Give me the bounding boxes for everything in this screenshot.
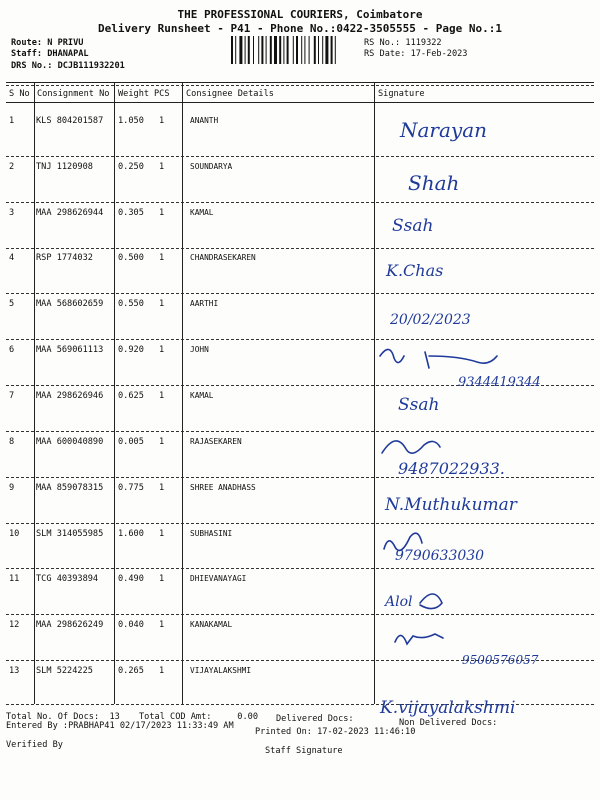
cell-pcs: 1 xyxy=(159,437,165,447)
cell-pcs: 1 xyxy=(159,574,165,584)
cell-sno: 10 xyxy=(9,529,20,539)
cell-pcs: 1 xyxy=(159,208,165,218)
cell-consignee: RAJASEKAREN xyxy=(190,437,242,446)
cell-sno: 12 xyxy=(9,620,20,630)
cell-consignment: SLM 5224225 xyxy=(36,666,93,676)
phone-row-12: 9500576057 xyxy=(462,653,539,667)
delivered-docs: Delivered Docs: xyxy=(276,714,354,724)
total-docs: Total No. Of Docs: 13 xyxy=(6,712,120,722)
pen-stroke xyxy=(380,349,404,362)
cell-consignee: SHREE ANADHASS xyxy=(190,483,256,492)
cell-weight: 1.600 xyxy=(118,529,144,539)
cell-consignment: RSP 1774032 xyxy=(36,253,93,263)
cell-consignment: TNJ 1120908 xyxy=(36,162,93,172)
pen-stroke xyxy=(395,634,443,644)
cell-consignee: JOHN xyxy=(190,345,209,354)
cell-weight: 0.550 xyxy=(118,299,144,309)
cell-consignment: MAA 569061113 xyxy=(36,345,104,355)
cell-pcs: 1 xyxy=(159,253,165,263)
cell-weight: 1.050 xyxy=(118,116,144,126)
cell-consignment: TCG 40393894 xyxy=(36,574,99,584)
signature-row-9: N.Muthukumar xyxy=(385,495,517,515)
signature-row-1: Narayan xyxy=(400,118,488,142)
signature-row-2: Shah xyxy=(408,171,460,195)
cell-pcs: 1 xyxy=(159,483,165,493)
signature-row-13: K.vijayalakshmi xyxy=(380,698,516,718)
cell-weight: 0.005 xyxy=(118,437,144,447)
cell-consignment: MAA 600040890 xyxy=(36,437,104,447)
non-delivered-docs: Non Delivered Docs: xyxy=(399,718,498,728)
rs-number: RS No.: 1119322 xyxy=(364,38,442,48)
phone-row-8: 9487022933. xyxy=(398,459,505,478)
total-cod: Total COD Amt: 0.00 xyxy=(139,712,258,722)
cell-consignee: ANANTH xyxy=(190,116,219,125)
cell-weight: 0.775 xyxy=(118,483,144,493)
cell-weight: 0.250 xyxy=(118,162,144,172)
cell-pcs: 1 xyxy=(159,391,165,401)
signature-row-5: 20/02/2023 xyxy=(390,312,471,328)
cell-weight: 0.920 xyxy=(118,345,144,355)
cell-weight: 0.040 xyxy=(118,620,144,630)
column-header-weight: Weight xyxy=(118,89,150,99)
staff-signature: Staff Signature xyxy=(265,746,343,756)
phone-row-6: 9344419344 xyxy=(458,375,541,390)
cell-consignment: SLM 314055985 xyxy=(36,529,104,539)
pen-stroke xyxy=(382,441,440,453)
cell-sno: 8 xyxy=(9,437,15,447)
cell-sno: 11 xyxy=(9,574,20,584)
cell-consignment: MAA 298626249 xyxy=(36,620,104,630)
signature-row-4: K.Chas xyxy=(386,261,444,280)
cell-consignee: KANAKAMAL xyxy=(190,620,233,629)
cell-pcs: 1 xyxy=(159,116,165,126)
cell-weight: 0.625 xyxy=(118,391,144,401)
phone-row-10: 9790633030 xyxy=(395,548,485,564)
cell-consignee: VIJAYALAKSHMI xyxy=(190,666,252,675)
cell-sno: 4 xyxy=(9,253,15,263)
cell-pcs: 1 xyxy=(159,345,165,355)
column-header-consignment: Consignment No xyxy=(37,89,110,99)
route-label: Route: N PRIVU xyxy=(11,38,84,48)
column-header-signature: Signature xyxy=(378,89,425,99)
staff-label: Staff: DHANAPAL xyxy=(11,49,89,59)
column-header-pcs: PCS xyxy=(154,89,170,99)
drs-number: DRS No.: DCJB111932201 xyxy=(11,61,125,71)
cell-consignee: AARTHI xyxy=(190,299,219,308)
cell-consignee: SOUNDARYA xyxy=(190,162,233,171)
cell-consignment: MAA 298626946 xyxy=(36,391,104,401)
entered-by: Entered By :PRABHAP41 02/17/2023 11:33:49 AM xyxy=(6,721,234,731)
cell-pcs: 1 xyxy=(159,162,165,172)
cell-pcs: 1 xyxy=(159,299,165,309)
cell-consignment: KLS 804201587 xyxy=(36,116,104,126)
cell-pcs: 1 xyxy=(159,666,165,676)
cell-weight: 0.265 xyxy=(118,666,144,676)
rs-date: RS Date: 17-Feb-2023 xyxy=(364,49,468,59)
cell-sno: 5 xyxy=(9,299,15,309)
cell-pcs: 1 xyxy=(159,620,165,630)
cell-consignee: DHIEVANAYAGI xyxy=(190,574,247,583)
signature-row-3: Ssah xyxy=(392,216,434,236)
cell-consignment: MAA 568602659 xyxy=(36,299,104,309)
cell-weight: 0.500 xyxy=(118,253,144,263)
company-title: THE PROFESSIONAL COURIERS, Coimbatore xyxy=(177,8,423,21)
pen-stroke xyxy=(425,352,497,368)
cell-pcs: 1 xyxy=(159,529,165,539)
cell-sno: 7 xyxy=(9,391,15,401)
cell-consignee: KAMAL xyxy=(190,391,214,400)
cell-sno: 3 xyxy=(9,208,15,218)
cell-weight: 0.305 xyxy=(118,208,144,218)
printed-on: Printed On: 17-02-2023 11:46:10 xyxy=(255,727,416,737)
cell-consignment: MAA 859078315 xyxy=(36,483,104,493)
cell-consignee: SUBHASINI xyxy=(190,529,233,538)
cell-sno: 2 xyxy=(9,162,15,172)
signature-row-7: Ssah xyxy=(398,395,440,415)
cell-sno: 9 xyxy=(9,483,15,493)
cell-sno: 1 xyxy=(9,116,15,126)
pen-stroke xyxy=(420,594,442,609)
cell-weight: 0.490 xyxy=(118,574,144,584)
runsheet-title: Delivery Runsheet - P41 - Phone No.:0422-3505555 - Page No.:1 xyxy=(98,22,502,35)
cell-consignee: KAMAL xyxy=(190,208,214,217)
cell-consignment: MAA 298626944 xyxy=(36,208,104,218)
verified-by: Verified By xyxy=(6,740,63,750)
cell-consignee: CHANDRASEKAREN xyxy=(190,253,256,262)
column-header-consignee: Consignee Details xyxy=(186,89,274,99)
cell-sno: 13 xyxy=(9,666,20,676)
column-header-sno: S No xyxy=(9,89,30,99)
cell-sno: 6 xyxy=(9,345,15,355)
signature-row-11: Alol xyxy=(385,594,413,610)
